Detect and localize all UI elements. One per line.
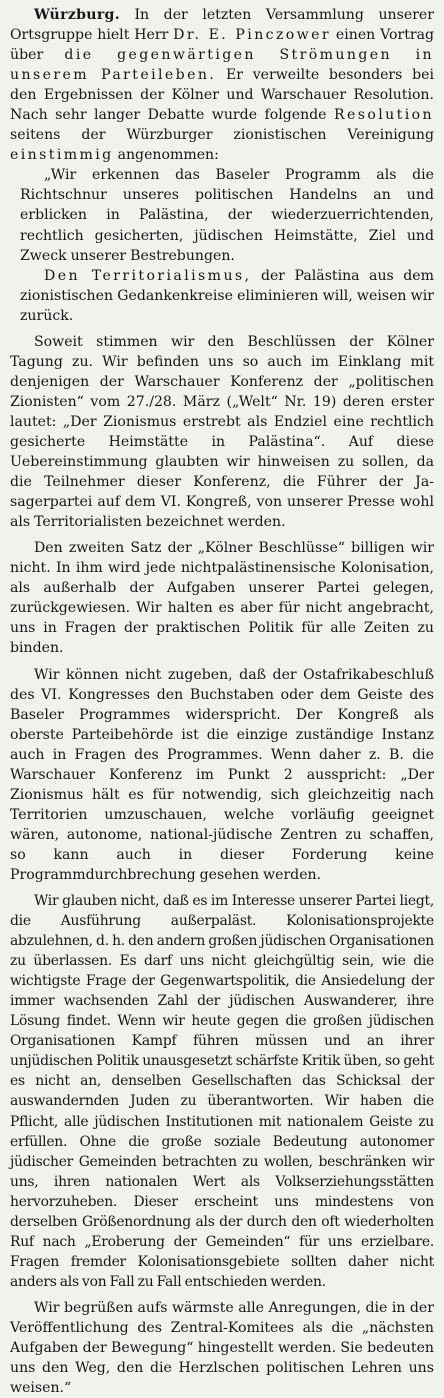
- place-heading: Würzburg.: [34, 7, 120, 23]
- intro-part-2: einen Vortrag über: [10, 27, 435, 64]
- intro-part-4: seitens der Würzburger zionistischen Vereinigung: [10, 127, 434, 144]
- paragraph-cologne: Soweit stimmen wir den Beschlüssen der Kölner Tagung zu. Wir befinden uns so auch im Einklang mit denjenigen der Warschauer Konferenz der „politischen Zionisten“ vom 27./28. März („Welt“ Nr. 19) deren erster lautet: „Der Zionismus erstrebt als Endziel eine rechtlich gesicherte Heimstätte in Palästina“. Auf diese Uebereinstimmung glaubten wir hinweisen zu sollen, da die Teilnehmer dieser Konferenz, die Führer der Ja-sagerpartei auf dem VI. Kongreß, von unserer Presse wohl als Territorialisten bezeichnet werden.: [10, 333, 434, 531]
- resolution-paragraph-1: „Wir erkennen das Baseler Programm als die Richtschnur unseres politischen Handelns an und erblicken in Palästina, der wiederzuerrichtenden, rechtlich gesicherten, jüdischen Heimstätte, Ziel und Zweck unserer Bestrebungen.: [20, 167, 434, 264]
- report-paragraph: [10, 5, 434, 165]
- paragraph-interest: Wir glauben nicht, daß es im Interesse unserer Partei liegt, die Ausführung außerpaläst. Kolonisationsprojekte abzulehnen, d. h. den andern großen jüdischen Organisationen zu überlassen. Es darf uns nicht gleichgültig sein, wie die wichtigste Frage der Gegenwartspolitik, die Ansiedelung der immer wachsenden Zahl der jüdischen Auswanderer, ihre Lösung findet. Wenn wir heute gegen die großen jüdischen Organisationen Kampf führen müssen und an ihrer unjüdischen Politik unausgesetzt schärfste Kritik üben, so geht es nicht an, denselben Gesellschaften das Schicksal der auswandernden Juden zu überantworten. Wir haben die Pflicht, alle jüdischen Institutionen mit nationalem Geiste zu erfüllen. Ohne die große soziale Bedeutung autonomer jüdischer Gemeinden betrachten zu wollen, beschränken wir uns, ihren nationalen Wert als Volkserziehungsstätten hervorzuheben. Dieser erscheint uns mindestens von derselben Größenordnung als der durch den oft wiederholten Ruf nach „Eroberung der Gemeinden“ für uns erzielbare. Fragen fremder Kolonisationsgebiete sollten daher nicht anders als von Fall zu Fall entschieden werden.: [10, 893, 434, 1290]
- intro-part-1: In der letzten Versammlung unserer Ortsgruppe hielt Herr: [10, 7, 435, 44]
- intro-part-3: Er verweilte besonders bei den Ergebnissen der Kölner und Warschauer Resolution. Nach sehr langer Debatte wurde folgende: [10, 67, 435, 124]
- resolution-word: Resolution: [334, 107, 434, 124]
- resolution-paragraph-2: der Palästina aus dem zionistischen Gedankenkreise eliminieren will, weisen wir zurück.: [20, 267, 434, 324]
- speaker-name: Dr. E. Pinczower: [173, 27, 332, 44]
- resolution-quote: [10, 165, 434, 325]
- intro-part-5: angenommen:: [117, 147, 219, 164]
- paragraph-welcome: Wir begrüßen aufs wärmste alle Anregungen, die in der Veröffentlichung des Zentral-Komitees als die „nächsten Aufgaben der Bewegung“ hingestellt werden. Sie bedeuten uns den Weg, den die Herzlschen politischen Lehren uns weisen.“: [10, 1299, 434, 1397]
- paragraph-east-africa: Wir können nicht zugeben, daß der Ostafrikabeschluß des VI. Kongresses den Buchstaben oder dem Geiste des Baseler Programmes widerspricht. Der Kongreß als oberste Parteibehörde ist die einzige zuständige Instanz auch in Fragen des Programmes. Wenn daher z. B. die Warschauer Konferenz im Punkt 2 ausspricht: „Der Zionismus hält es für notwendig, sich gleichzeitig nach Territorien umzuschauen, welche vorläufig geeignet wären, autonome, national-jüdische Zentren zu schaffen, so kann auch in dieser Forderung keine Programmdurchbrechung gesehen werden.: [10, 666, 434, 883]
- territorialism-word: Den Territorialismus,: [44, 267, 252, 284]
- lecture-topic: die gegenwärtigen Strömungen in unserem Parteileben.: [10, 47, 434, 84]
- unanimous-word: einstimmig: [10, 147, 114, 164]
- paragraph-second-clause: Den zweiten Satz der „Kölner Beschlüsse“ billigen wir nicht. In ihm wird jede nichtpalästinensische Kolonisation, als außerhalb der Aufgaben unserer Partei gelegen, zurückgewiesen. Wir halten es aber für nicht angebracht, uns in Fragen der praktischen Politik für alle Zeiten zu binden.: [10, 540, 434, 657]
